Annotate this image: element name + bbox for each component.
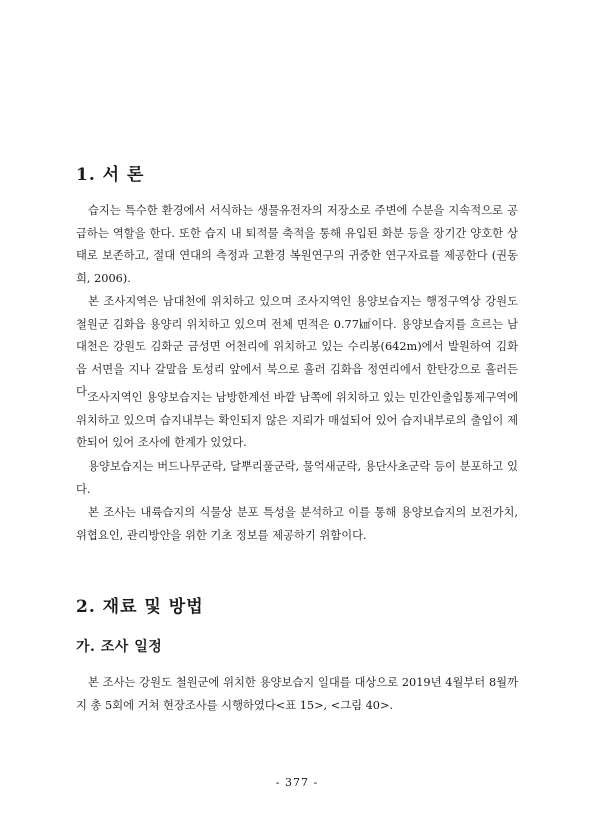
subsection-heading-schedule: 가. 조사 일정 bbox=[76, 639, 163, 655]
page-number: - 377 - bbox=[275, 776, 319, 789]
paragraph-vegetation: 용양보습지는 버드나무군락, 달뿌리풀군락, 물억새군락, 용단사초군락 등이 분포하고 있다. bbox=[76, 460, 518, 496]
paragraph-purpose: 본 조사는 내륙습지의 식물상 분포 특성을 분석하고 이를 통해 용양보습지의 보전가치, 위협요인, 관리방안을 위한 기초 정보를 제공하기 위함이다. bbox=[76, 506, 518, 542]
paragraph-access-restriction: 조사지역인 용양보습지는 남방한계선 바깥 남쪽에 위치하고 있는 민간인출입통제구역에 위치하고 있으며 습지내부는 확인되지 않은 지뢰가 매설되어 있어 습지내부로의 출입이 제한되어 있어 조사에 한계가 있었다. bbox=[76, 391, 518, 450]
section-heading-introduction: 1. 서 론 bbox=[76, 165, 145, 185]
section-heading-methods: 2. 재료 및 방법 bbox=[76, 597, 204, 617]
paragraph-study-area: 본 조사지역은 남대천에 위치하고 있으며 조사지역인 용양보습지는 행정구역상 강원도 철원군 김화읍 용양리 위치하고 있으며 전체 면적은 0.77㎢이다. 용양보습지를 흐르는 남대천은 강원도 김화군 금성면 어천리에 위치하고 있는 수리봉(642m)에서 발원하여 김화읍 서면을 지나 갈말읍 토성리 앞에서 북으로 흘러 김화읍 정연리에서 한탄강으로 흘러든다. bbox=[76, 295, 518, 399]
paragraph-wetland-role: 습지는 특수한 환경에서 서식하는 생물유전자의 저장소로 주변에 수분을 지속적으로 공급하는 역할을 한다. 또한 습지 내 퇴적물 축적을 통해 유입된 화분 등을 장기간 양호한 상태로 보존하고, 절대 연대의 측정과 고환경 복원연구의 귀중한 연구자료를 제공한다 (권동희, 2006). bbox=[76, 204, 518, 285]
paragraph-schedule: 본 조사는 강원도 철원군에 위치한 용양보습지 일대를 대상으로 2019년 4월부터 8월까지 총 5회에 거쳐 현장조사를 시행하였다<표 15>, <그림 40>. bbox=[76, 676, 518, 712]
